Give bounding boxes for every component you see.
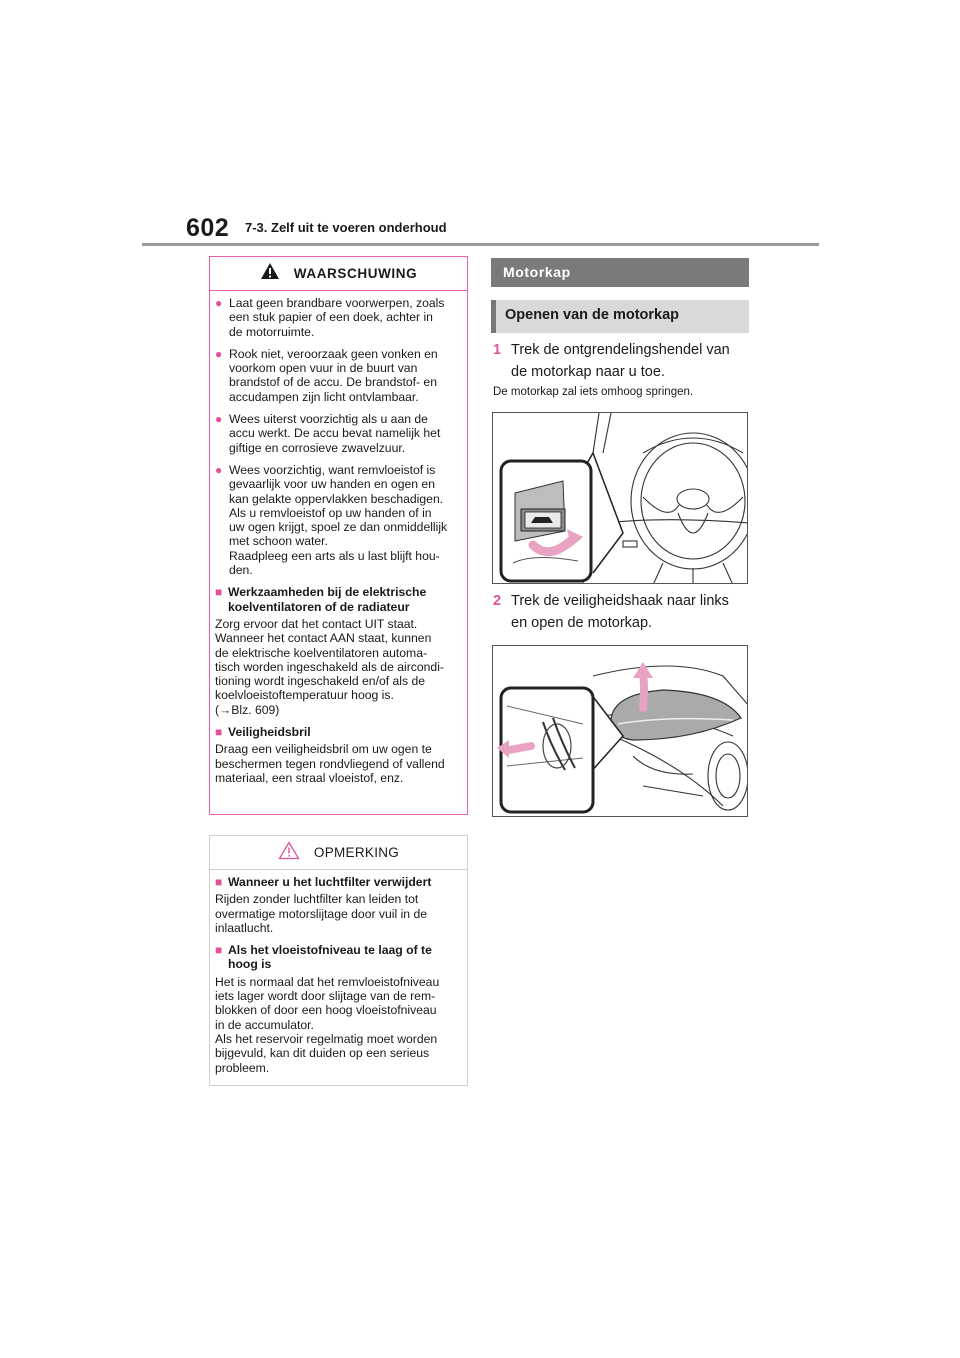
- bullet-dot-icon: ●: [215, 296, 223, 310]
- note-section-heading: ■ Wanneer u het luchtfilter verwijdert: [215, 875, 432, 889]
- step-1-note: De motorkap zal iets omhoog springen.: [493, 386, 694, 398]
- warning-bullet-text: Wees voorzichtig, want remvloeistof is gevaarlijk voor uw handen en ogen en kan gelakte oppervlakken beschadigen. Als u remvloeistof op uw handen of in uw ogen krijgt, spoel ze dan onmiddellijk met schoon water. Raadpleeg een arts als u last blijft hou- den.: [229, 462, 448, 578]
- warning-bullet: [215, 347, 462, 404]
- square-bullet-icon: ■: [215, 875, 223, 889]
- note-section-text: Het is normaal dat het remvloeistofniveau iets lager wordt door slijtage van de rem- blokken of door een hoog vloeistofniveau in de accumulator. Als het reservoir regelmatig moet worden bijgevuld, kan dit duiden op een serieus probleem.: [215, 974, 440, 1075]
- square-bullet-icon: ■: [215, 725, 223, 740]
- hood-release-lever-illustration: [492, 412, 748, 584]
- note-header: [210, 836, 467, 870]
- step-2: [493, 590, 729, 634]
- note-title: OPMERKING: [313, 845, 400, 860]
- note-section-heading: ■ Als het vloeistofniveau te laag of te hoog is: [215, 943, 432, 972]
- warning-section-text: Draag een veiligheidsbril om uw ogen te beschermen tegen rondvliegend of vallend materiaal, een straal vloeistof, enz.: [215, 742, 445, 785]
- warning-bullet: [215, 296, 462, 339]
- square-bullet-icon: ■: [215, 943, 223, 958]
- warning-section-heading: ■ Werkzaamheden bij de elektrische koelventilatoren of de radiateur: [215, 585, 427, 614]
- warning-title: WAARSCHUWING: [293, 266, 418, 281]
- bullet-dot-icon: ●: [215, 346, 223, 361]
- step-1: [493, 339, 730, 383]
- warning-bullet: [215, 412, 462, 455]
- warning-bullet: [215, 463, 462, 577]
- warning-bullet-text: Wees uiterst voorzichtig als u aan de accu werkt. De accu bevat namelijk het giftige en corrosieve zwavelzuur.: [229, 412, 441, 455]
- step-number: 2: [493, 593, 502, 609]
- page-number: 602: [186, 214, 230, 242]
- caution-triangle-icon: [278, 841, 300, 865]
- warning-header: [210, 257, 467, 291]
- section-bar-motorkap: Motorkap: [491, 258, 749, 287]
- step-text: Trek de veiligheidshaak naar links en open de motorkap.: [511, 593, 729, 631]
- header-rule: [142, 243, 819, 246]
- warning-box: [209, 256, 468, 815]
- subsection-bar-openen: Openen van de motorkap: [491, 300, 749, 333]
- note-box: [209, 835, 468, 1086]
- note-section-text: Rijden zonder luchtfilter kan leiden tot overmatige motorslijtage door vuil in de inlaatlucht.: [215, 892, 428, 935]
- square-bullet-icon: ■: [215, 585, 223, 600]
- section-title: 7-3. Zelf uit te voeren onderhoud: [245, 220, 447, 235]
- warning-section-text: Zorg ervoor dat het contact UIT staat. Wanneer het contact AAN staat, kunnen de elektrische koelventilatoren automa- tisch worden ingeschakeld als de aircondi- tioning wordt ingeschakeld en/of als de koelvloeistoftemperatuur hoog is. (→Blz. 609): [215, 616, 444, 717]
- step-number: 1: [493, 342, 502, 358]
- bullet-dot-icon: ●: [215, 462, 223, 477]
- safety-catch-illustration: [492, 645, 748, 817]
- warning-triangle-icon: [260, 262, 280, 285]
- step-text: Trek de ontgrendelingshendel van de motorkap naar u toe.: [511, 342, 730, 380]
- warning-bullet-text: Rook niet, veroorzaak geen vonken en voorkom open vuur in de buurt van brandstof of de accu. De brandstof- en accudampen zijn licht ontvlambaar.: [229, 346, 438, 404]
- warning-section-heading: ■ Veiligheidsbril: [215, 725, 311, 740]
- warning-bullet-text: Laat geen brandbare voorwerpen, zoals een stuk papier of een doek, achter in de motorruimte.: [229, 296, 445, 339]
- bullet-dot-icon: ●: [215, 412, 223, 427]
